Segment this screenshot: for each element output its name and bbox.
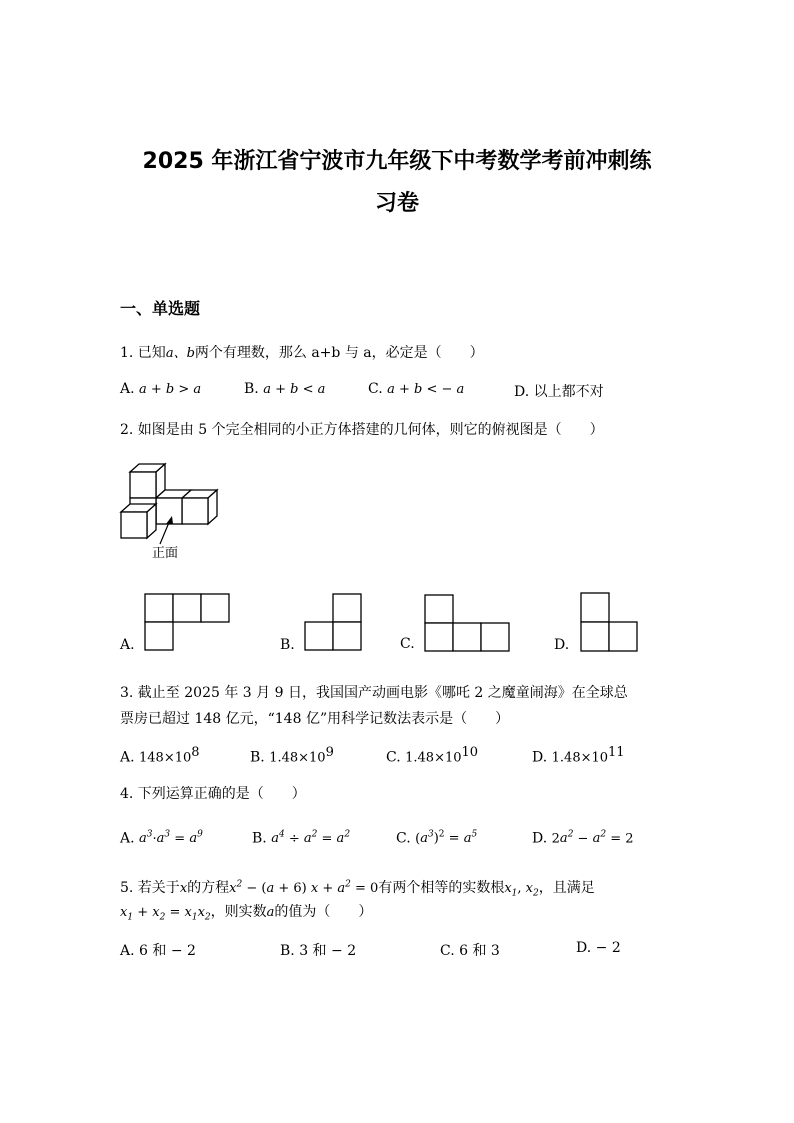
q1-stem-a: 1. 已知	[120, 345, 166, 361]
option-exponent: 11	[608, 745, 625, 760]
q2-option-c-label[interactable]: C.	[400, 636, 415, 652]
q5-stem-d: ，且满足	[538, 880, 595, 896]
q1-option-c[interactable]	[368, 381, 464, 397]
q2-option-c-figure[interactable]	[424, 594, 510, 652]
q5-var-a: a	[266, 905, 275, 920]
option-label: B.	[244, 381, 259, 397]
option-label: A.	[120, 943, 135, 959]
q3-option-c[interactable]	[386, 745, 478, 766]
option-exponent: 10	[461, 745, 479, 760]
option-label: C.	[440, 943, 455, 959]
q3-option-d[interactable]	[532, 745, 625, 766]
page-title-continued: 习卷	[374, 191, 419, 216]
q1-option-b[interactable]	[244, 381, 325, 397]
option-exponent: 9	[325, 745, 334, 760]
option-label: B.	[250, 749, 265, 766]
q5-stem-a: 5. 若关于	[120, 880, 180, 896]
q2-option-d-figure[interactable]	[580, 592, 638, 652]
q1-option-a[interactable]	[120, 381, 201, 397]
q5-option-d[interactable]	[576, 940, 621, 956]
option-label: A.	[120, 749, 135, 766]
option-math: a + b < a	[263, 382, 326, 397]
q5-option-a[interactable]	[120, 940, 196, 960]
q4-option-b[interactable]: B. $a^4 \div a^2 = a^2$	[252, 830, 351, 847]
option-base: 1.48×10	[269, 750, 326, 766]
question-2-stem: 2. 如图是由 5 个完全相同的小正方体搭建的几何体，则它的俯视图是（ ）	[120, 422, 604, 438]
q5-stem-e: ，则实数	[210, 904, 267, 920]
section-heading: 一、单选题	[120, 299, 201, 318]
cube-top	[130, 464, 165, 498]
q4-option-c[interactable]: C. $(a^3)^2 = a^5$	[396, 830, 478, 847]
q5-option-b[interactable]	[280, 940, 356, 960]
option-math: a + b < − a	[387, 382, 465, 397]
option-base: 1.48×10	[405, 750, 462, 766]
page-title: 2025 年浙江省宁波市九年级下中考数学考前冲刺练	[142, 149, 652, 174]
q1-vars: a、b	[165, 346, 195, 361]
question-3-stem-line1: 3. 截止至 2025 年 3 月 9 日，我国国产动画电影《哪吒 2 之魔童闹海》在全球总	[120, 685, 628, 701]
q4-option-d[interactable]: D. $2a^2 - a^2 = 2$	[532, 830, 634, 847]
front-view-label: 正面	[152, 546, 179, 561]
q5-option-c[interactable]	[440, 940, 500, 960]
question-4-stem: 4. 下列运算正确的是（ ）	[120, 786, 306, 802]
option-label: A.	[120, 381, 135, 397]
q5-stem-b: 的方程	[187, 880, 230, 896]
option-base: 1.48×10	[551, 750, 609, 766]
cube-back-right	[182, 490, 217, 524]
question-5-stem-line1: 5. 若关于x的方程$x^2 - (a + 6) x + a^2 = 0$有两个相等的实数根$x_1$, $x_2$，且满足	[120, 879, 595, 899]
option-label: C.	[368, 381, 383, 397]
question-3-stem-line2: 票房已超过 148 亿元，“148 亿”用科学记数法表示是（ ）	[120, 711, 510, 727]
option-base: 148×10	[139, 750, 192, 766]
q2-option-a-label[interactable]: A.	[120, 637, 135, 653]
option-text: 6 和 − 2	[139, 943, 196, 959]
q5-stem-c: 有两个相等的实数根	[378, 880, 505, 896]
option-label: C.	[396, 830, 411, 847]
q2-option-b-label[interactable]: B.	[280, 637, 295, 653]
option-label: B.	[252, 830, 267, 847]
option-label: D.	[576, 940, 592, 956]
question-5-stem-line2: $x_1 + x_2 = x_1x_2$，则实数a的值为（ ）	[120, 904, 373, 923]
q2-option-b-figure[interactable]	[304, 593, 362, 651]
q4-option-a[interactable]: A. $a^3\cdot a^3 = a^9$	[120, 830, 203, 847]
q1-option-d[interactable]	[514, 381, 604, 401]
cube-front	[121, 504, 156, 538]
option-text: 3 和 − 2	[299, 943, 357, 959]
question-1-stem	[120, 342, 484, 362]
option-label: D.	[514, 384, 530, 400]
q5-stem-f: 的值为（ ）	[274, 904, 373, 920]
q5-var-x: x	[179, 881, 188, 896]
q3-option-a[interactable]	[120, 745, 200, 766]
option-text: 以上都不对	[533, 384, 604, 400]
q2-option-a-figure[interactable]	[144, 593, 230, 651]
option-text: − 2	[595, 940, 621, 956]
option-math: a + b > a	[139, 382, 202, 397]
option-label: D.	[532, 749, 548, 766]
option-label: D.	[532, 830, 548, 847]
option-exponent: 8	[191, 745, 200, 760]
option-text: 6 和 3	[459, 943, 500, 959]
option-label: C.	[386, 749, 401, 766]
q3-option-b[interactable]	[250, 745, 334, 766]
option-label: A.	[120, 830, 135, 847]
q1-stem-b: 两个有理数，那么 a+b 与 a，必定是（ ）	[194, 345, 484, 361]
q2-option-d-label[interactable]: D.	[554, 637, 570, 653]
option-label: B.	[280, 943, 295, 959]
